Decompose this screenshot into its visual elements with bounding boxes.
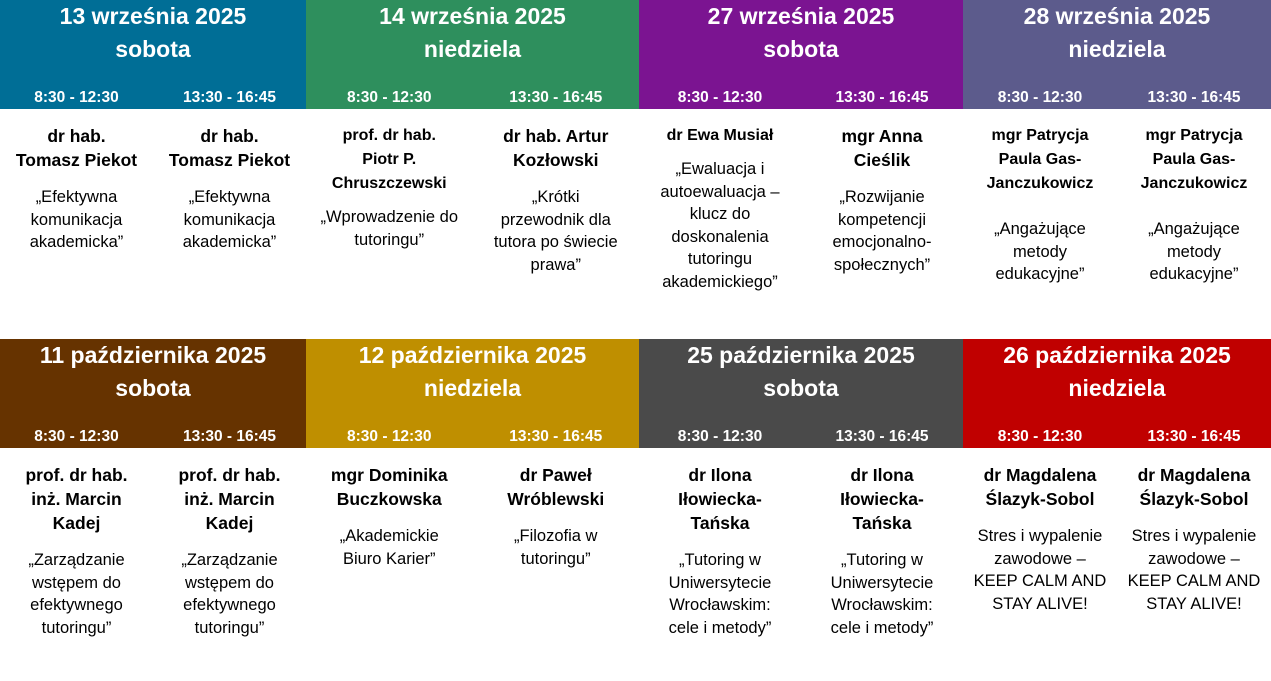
speaker-name: mgr Patrycja Paula Gas- Janczukowicz: [986, 127, 1094, 192]
speaker-name: dr Magdalena Ślazyk-Sobol: [983, 465, 1097, 509]
day-header: [0, 339, 306, 448]
session-title: „Tutoring w Uniwersytecie Wrocławskim: cele i metody”: [830, 551, 934, 637]
session-title: „Zarządzanie wstępem do efektywnego tutoringu”: [181, 551, 278, 637]
time-slot-afternoon: 13:30 - 16:45: [1147, 428, 1241, 445]
time-slot-afternoon: 13:30 - 16:45: [835, 428, 929, 445]
day-header: [963, 339, 1271, 448]
time-slot-morning: 8:30 - 12:30: [677, 428, 763, 445]
speaker-name: dr hab. Tomasz Piekot: [15, 126, 138, 170]
day-date: 12 października 2025: [358, 342, 587, 368]
time-slot-morning: 8:30 - 12:30: [997, 428, 1083, 445]
session-card: [153, 463, 306, 639]
time-slot-afternoon: 13:30 - 16:45: [509, 89, 603, 106]
speaker-name: dr Ilona Iłowiecka- Tańska: [840, 465, 924, 533]
day-date: 14 września 2025: [379, 3, 566, 29]
time-slot-afternoon: 13:30 - 16:45: [835, 89, 929, 106]
day-weekday: sobota: [763, 375, 839, 401]
session-title: „Tutoring w Uniwersytecie Wrocławskim: cele i metody”: [668, 551, 772, 637]
day-header: [639, 0, 963, 109]
speaker-name: dr Ewa Musiał: [666, 127, 774, 144]
day-date: 13 września 2025: [59, 3, 247, 29]
speaker-name: dr Ilona Iłowiecka- Tańska: [678, 465, 762, 533]
session-title: „Rozwijanie kompetencji emocjonalno- społecznych”: [832, 188, 932, 274]
time-slot-morning: 8:30 - 12:30: [34, 89, 119, 106]
time-slot-morning: 8:30 - 12:30: [677, 89, 763, 106]
session-title: „Efektywna komunikacja akademicka”: [182, 188, 277, 251]
time-slot-afternoon: 13:30 - 16:45: [182, 428, 277, 445]
speaker-name: mgr Patrycja Paula Gas- Janczukowicz: [1140, 127, 1248, 192]
time-slot-afternoon: 13:30 - 16:45: [182, 89, 277, 106]
speaker-name: mgr Anna Cieślik: [841, 126, 923, 170]
session-card: [801, 124, 963, 276]
day-header: [0, 0, 306, 109]
speaker-name: mgr Dominika Buczkowska: [330, 465, 448, 509]
time-slot-morning: 8:30 - 12:30: [347, 428, 432, 445]
session-card: [1117, 124, 1271, 286]
day-header: [306, 339, 639, 448]
session-title: „Krótki przewodnik dla tutora po świecie prawa”: [493, 188, 618, 274]
session-card: [963, 124, 1117, 286]
day-date: 27 września 2025: [707, 3, 895, 29]
session-card: [801, 463, 963, 639]
session-card: [1117, 463, 1271, 615]
day-weekday: niedziela: [1068, 375, 1166, 401]
day-date: 28 września 2025: [1023, 3, 1211, 29]
day-weekday: sobota: [763, 36, 839, 62]
day-weekday: niedziela: [423, 375, 522, 401]
day-weekday: niedziela: [1068, 36, 1166, 62]
speaker-name: prof. dr hab. Piotr P. Chruszczewski: [331, 127, 447, 192]
session-title: „Wprowadzenie do tutoringu”: [320, 208, 459, 249]
speaker-name: dr hab. Tomasz Piekot: [168, 126, 291, 170]
session-title: Stres i wypalenie zawodowe – KEEP CALM AND STAY ALIVE!: [973, 527, 1107, 613]
time-slot-afternoon: 13:30 - 16:45: [509, 428, 603, 445]
session-title: „Filozofia w tutoringu”: [514, 527, 598, 568]
session-title: „Efektywna komunikacja akademicka”: [29, 188, 124, 251]
time-slot-morning: 8:30 - 12:30: [997, 89, 1083, 106]
session-card: [0, 463, 153, 639]
day-header: [639, 339, 963, 448]
day-weekday: sobota: [115, 36, 191, 62]
session-card: [306, 124, 473, 251]
time-slot-morning: 8:30 - 12:30: [347, 89, 432, 106]
speaker-name: dr hab. Artur Kozłowski: [503, 126, 609, 170]
session-card: [963, 463, 1117, 615]
session-title: „Zarządzanie wstępem do efektywnego tutoringu”: [28, 551, 125, 637]
time-slot-morning: 8:30 - 12:30: [34, 428, 119, 445]
session-card: [473, 463, 640, 570]
session-card: [473, 124, 640, 276]
session-card: [0, 124, 153, 254]
session-title: Stres i wypalenie zawodowe – KEEP CALM AND STAY ALIVE!: [1127, 527, 1261, 613]
session-title: „Ewaluacja i autoewaluacja – klucz do doskonalenia tutoringu akademickiego”: [660, 160, 780, 291]
day-weekday: sobota: [115, 375, 191, 401]
day-date: 25 października 2025: [687, 342, 915, 368]
session-title: „Akademickie Biuro Karier”: [339, 527, 439, 568]
day-weekday: niedziela: [423, 36, 522, 62]
time-slot-afternoon: 13:30 - 16:45: [1147, 89, 1241, 106]
day-date: 11 października 2025: [39, 342, 267, 368]
speaker-name: dr Magdalena Ślazyk-Sobol: [1137, 465, 1251, 509]
session-card: [153, 124, 306, 254]
day-header: [963, 0, 1271, 109]
speaker-name: prof. dr hab. inż. Marcin Kadej: [25, 465, 128, 533]
day-header: [306, 0, 639, 109]
session-card: [639, 463, 801, 639]
day-date: 26 października 2025: [1003, 342, 1231, 368]
session-title: „Angażujące metody edukacyjne”: [994, 220, 1086, 283]
speaker-name: dr Paweł Wróblewski: [507, 465, 605, 509]
session-card: [639, 124, 801, 293]
session-title: „Angażujące metody edukacyjne”: [1148, 220, 1240, 283]
session-card: [306, 463, 473, 570]
speaker-name: prof. dr hab. inż. Marcin Kadej: [178, 465, 281, 533]
